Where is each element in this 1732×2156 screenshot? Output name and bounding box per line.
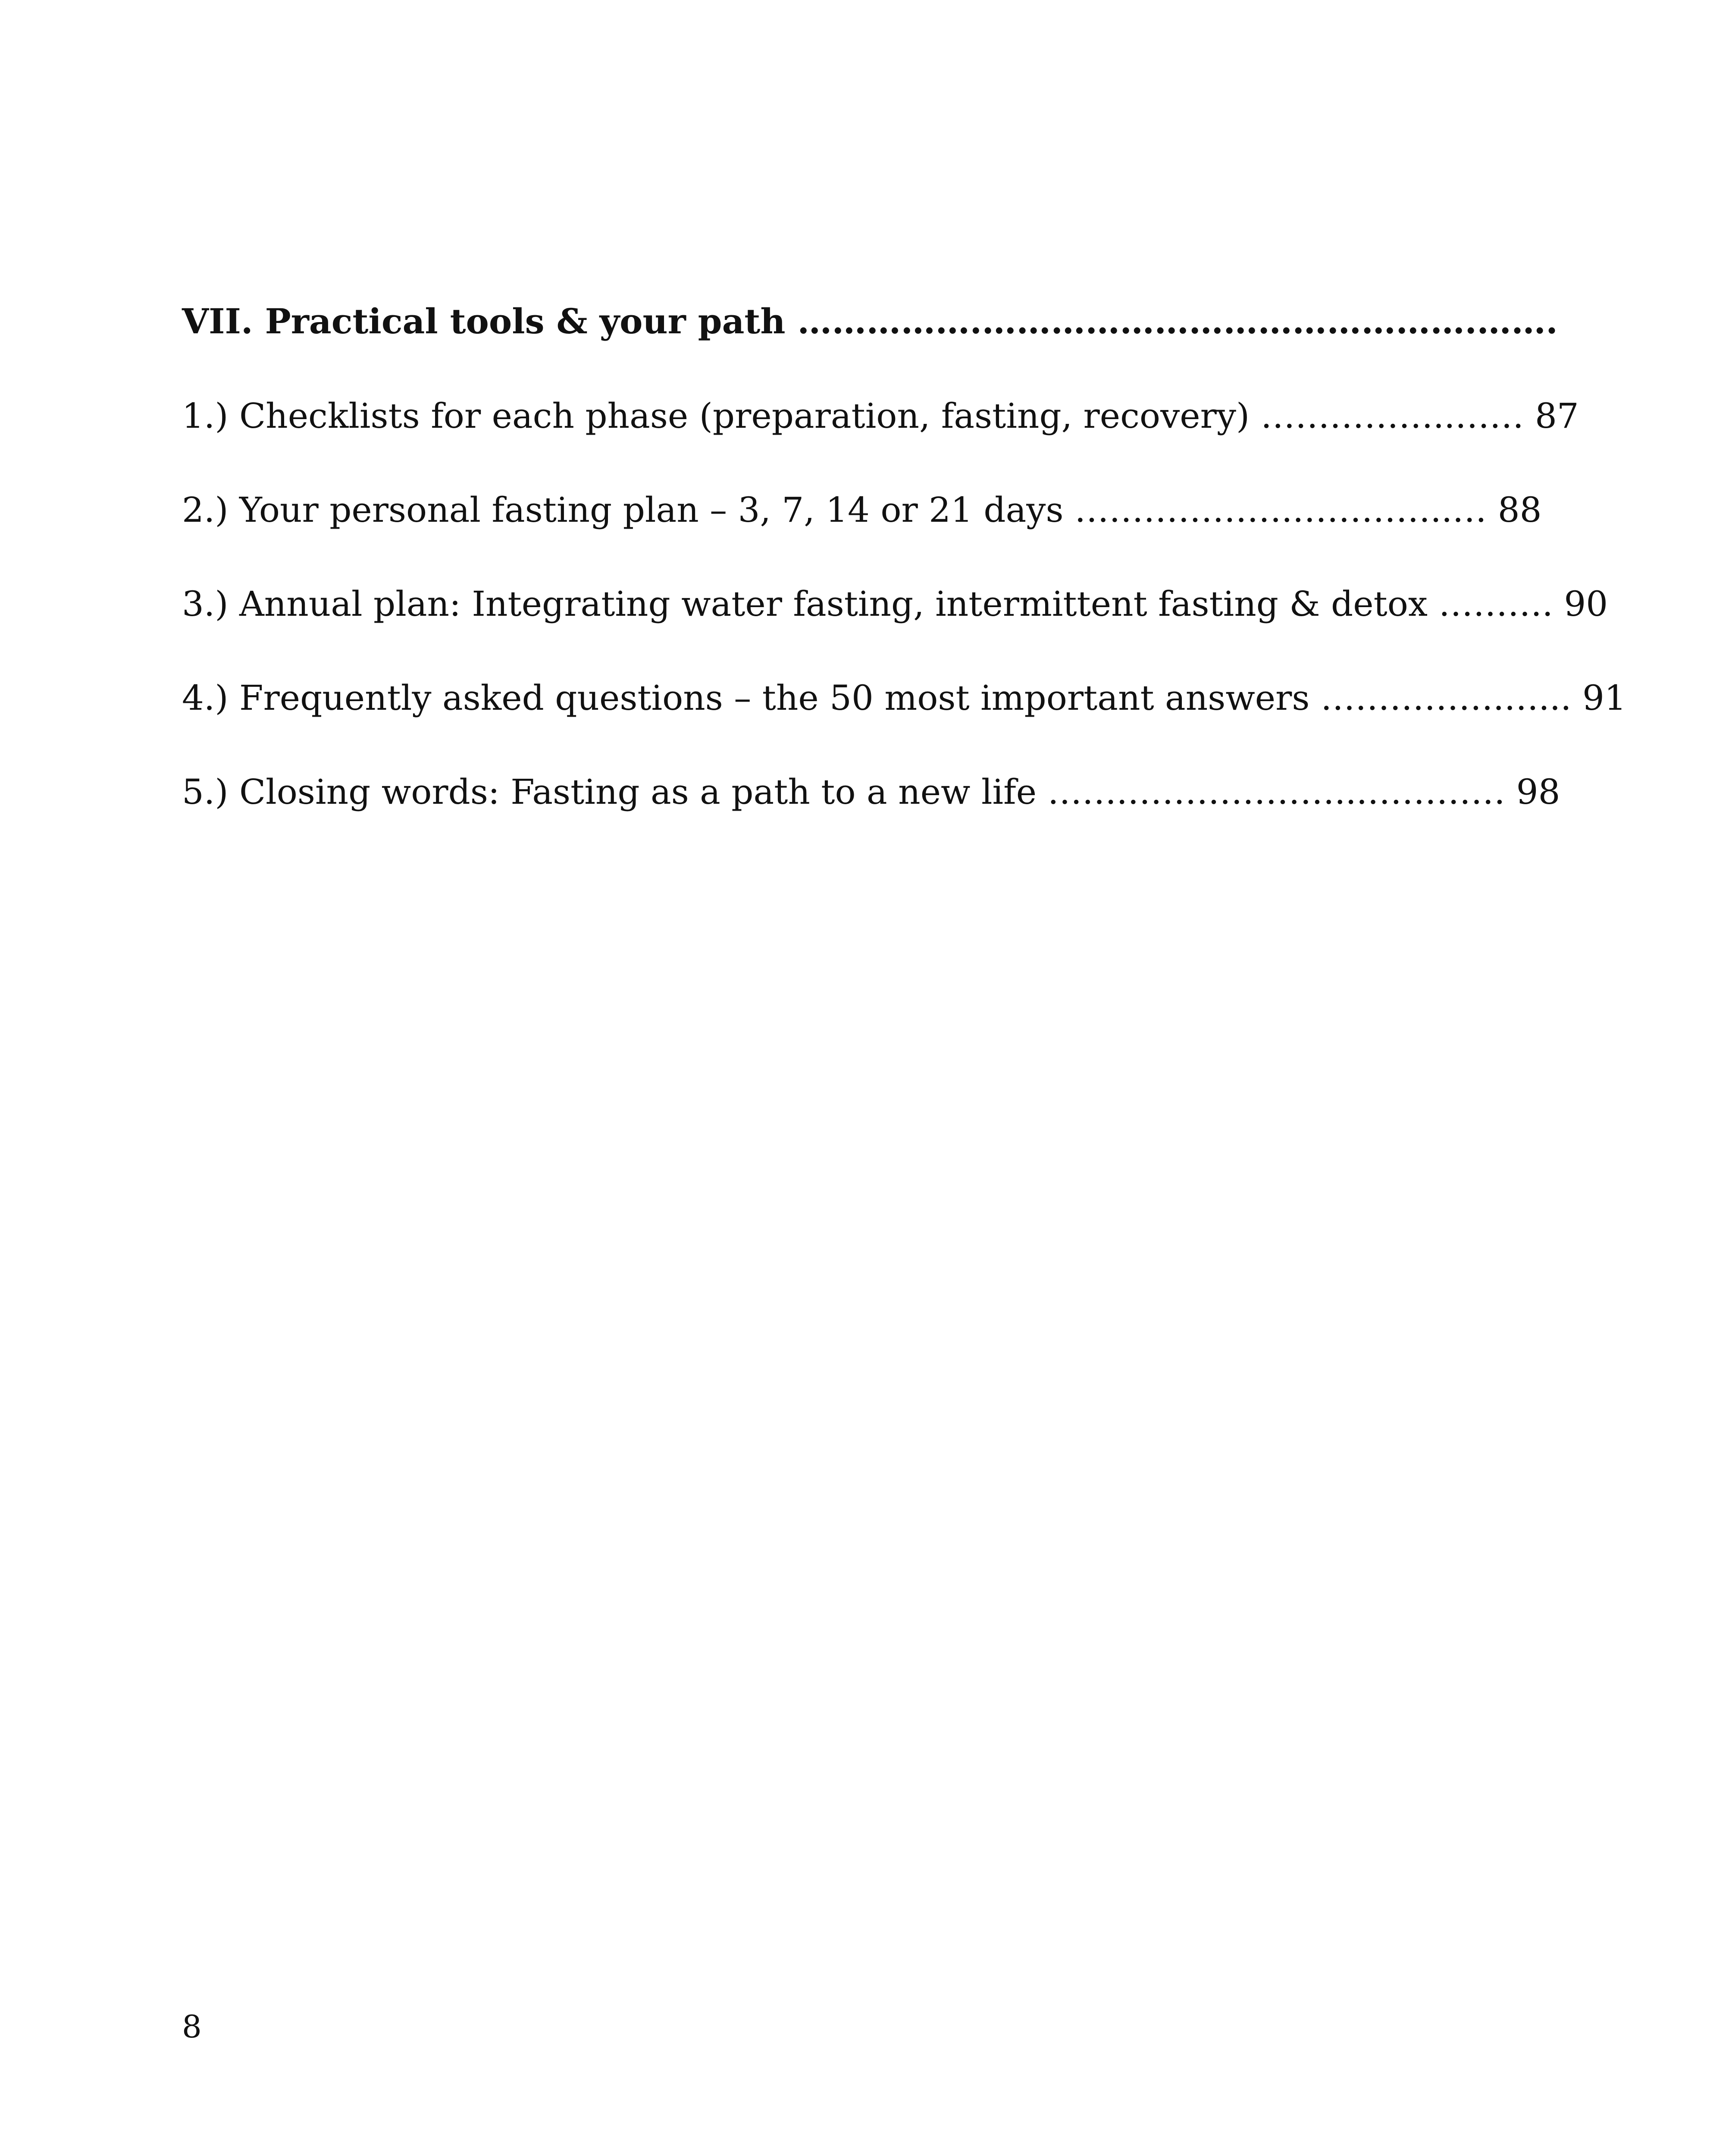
toc-entry-title: 3.) Annual plan: Integrating water fasting, intermittent fasting & detox bbox=[182, 584, 1428, 624]
toc-section-heading bbox=[182, 298, 1558, 345]
toc-entry-leader: …….………………...………… bbox=[1047, 772, 1506, 812]
toc-entry bbox=[182, 674, 1626, 722]
toc-entry-leader: …………….…... bbox=[1320, 678, 1572, 718]
toc-heading-title: VII. Practical tools & your path bbox=[182, 301, 786, 342]
toc-entry-title: 2.) Your personal fasting plan – 3, 7, 14 or 21 days bbox=[182, 490, 1064, 530]
page-number: 8 bbox=[182, 2009, 202, 2045]
toc-entry bbox=[182, 580, 1608, 628]
toc-entry-title: 1.) Checklists for each phase (preparation, fasting, recovery) bbox=[182, 396, 1250, 436]
toc-entry bbox=[182, 768, 1560, 816]
toc-entry-page: 90 bbox=[1564, 584, 1608, 624]
toc-entry bbox=[182, 392, 1579, 440]
toc-entry-title: 4.) Frequently asked questions – the 50 most important answers bbox=[182, 678, 1310, 718]
toc-entry-leader: ………. bbox=[1438, 584, 1553, 624]
toc-heading-leader: …………….…………………………………….……. bbox=[797, 301, 1558, 342]
toc-entry-page: 98 bbox=[1516, 772, 1560, 812]
toc-entry-title: 5.) Closing words: Fasting as a path to a new life bbox=[182, 772, 1037, 812]
toc-entry bbox=[182, 486, 1542, 534]
toc-entry-page: 91 bbox=[1582, 678, 1626, 718]
toc-entry-leader: ……………….…………..… bbox=[1074, 490, 1487, 530]
toc-entry-page: 87 bbox=[1535, 396, 1579, 436]
toc-entry-leader: ……………..…… bbox=[1260, 396, 1524, 436]
toc-entry-page: 88 bbox=[1497, 490, 1542, 530]
